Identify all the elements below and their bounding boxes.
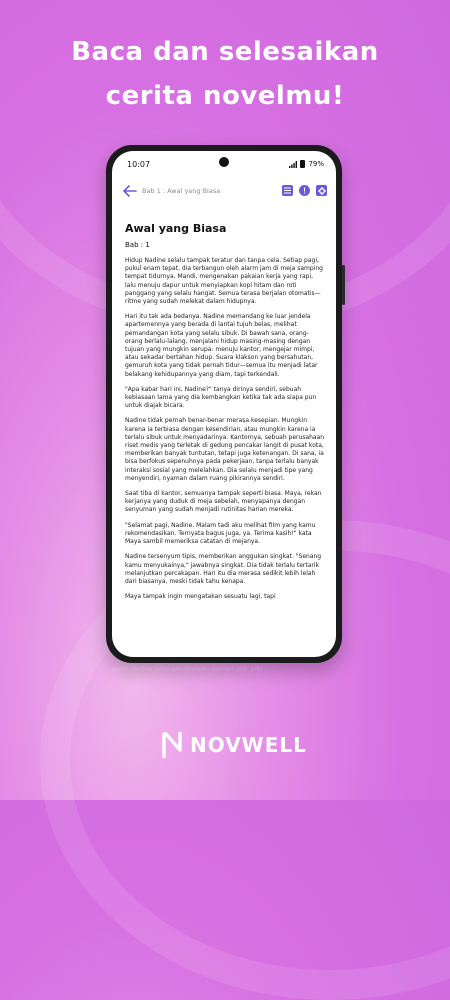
status-time: 10:07 xyxy=(127,160,151,169)
signal-icon xyxy=(289,161,297,168)
headline-line-2: cerita novelmu! xyxy=(105,81,345,111)
chapter-paragraph: Maya tampak ingin mengatakan sesuatu lagi, tapi xyxy=(125,593,276,601)
chapter-paragraph: Nadine tersenyum tipis, memberikan anggukan singkat. "Senang kamu menyukainya," jawabnya singkat. Dia tidak terlalu tertarik melanjutkan percakapan. Hari itu dia merasa sedikit lebih lelah dari biasanya, meski tidak tahu kenapa. xyxy=(125,553,322,585)
chapter-paragraph: "Apa kabar hari ini, Nadine?" tanya dirinya sendiri, sebuah kebiasaan lama yang dia kembangkan ketika tak ada siapa pun untuk diajak bicara. xyxy=(125,385,317,410)
reader-app-bar xyxy=(112,181,336,205)
battery-percent: 79% xyxy=(308,160,324,168)
chapter-list-button[interactable] xyxy=(282,185,293,196)
chapter-number: Bab : 1 xyxy=(125,241,150,249)
list-icon xyxy=(284,187,291,194)
battery-icon xyxy=(300,160,305,168)
chapter-content[interactable] xyxy=(125,214,325,608)
brand-name: NOVWELL xyxy=(190,733,307,757)
chapter-paragraph: Hari itu tak ada bedanya. Nadine memandang ke luar jendela apartemennya yang berada di lantai tujuh belas, melihat pemandangan kota yang selalu sibuk. Di bawah sana, orang-orang berlalu-lalang, menjalani hidup masing-masing dengan tujuan yang mungkin serupa: menuju kantor, mengejar mimpi, atau sekadar bertahan hidup. Suara klakson yang bersahutan, gemuruh kota yang tidak pernah tidur—semua itu menjadi latar belakang kehidupannya yang diam, tapi terkendali. xyxy=(125,313,318,378)
settings-icon xyxy=(318,187,326,195)
phone-side-button xyxy=(342,265,345,305)
back-arrow-icon[interactable] xyxy=(122,184,138,198)
chapter-paragraph: Hidup Nadine selalu tampak teratur dan tanpa cela. Setiap pagi, pukul enam tepat, dia terbangun oleh alarm jam di meja samping tempat tidurnya. Mandi, mengenakan pakaian kerja yang rapi, lalu menuju dapur untuk menyiapkan kopi hitam dan roti panggang yang selalu hangat. Semua terasa berjalan otomatis—ritme yang sudah melekat dalam hidupnya. xyxy=(125,257,323,306)
promo-headline xyxy=(0,30,450,118)
chapter-paragraph: Nadine tidak pernah benar-benar merasa kesepian. Mungkin karena ia terbiasa dengan kesendirian, atau mungkin karena ia terlalu sibuk untuk menyadarinya. Kantornya, sebuah perusahaan riset medis yang terletak di gedung pencakar langit di pusat kota, memberikan banyak tuntutan, tetapi juga ketenangan. Di sana, ia bisa berfokus sepenuhnya pada pekerjaan, tanpa terlalu banyak interaksi sosial yang melelahkan. Dia selalu menjadi tipe yang menyendiri, nyaman dalam ruang pikirannya sendiri. xyxy=(125,417,325,482)
chapter-title: Awal yang Biasa xyxy=(125,222,227,235)
phone-reflection xyxy=(112,664,336,708)
phone-frame xyxy=(106,145,342,663)
chapter-paragraph: "Selamat pagi, Nadine. Malam tadi aku melihat film yang kamu rekomendasikan. Ternyata bagus juga, ya. Terima kasih!" kata Maya sambil memeriksa catatan di mejanya. xyxy=(125,521,316,546)
chapter-breadcrumb: Bab 1 : Awal yang Biasa xyxy=(142,187,221,195)
report-button[interactable] xyxy=(299,185,310,196)
status-bar xyxy=(112,151,336,177)
brand-logo xyxy=(162,730,307,760)
chapter-paragraph: Saat tiba di kantor, semuanya tampak seperti biasa. Maya, rekan kerjanya yang duduk di meja sebelah, menyapanya dengan senyuman yang sudah menjadi rutinitas harian mereka. xyxy=(125,490,322,514)
novwell-logo-icon xyxy=(162,732,184,758)
headline-line-1: Baca dan selesaikan xyxy=(71,37,379,67)
reader-settings-button[interactable] xyxy=(316,185,327,196)
alert-icon xyxy=(301,187,308,194)
phone-screen xyxy=(112,151,336,657)
reflection-text: Maya tampak ingin mengatakan sesuatu lagi, tapi xyxy=(112,665,263,673)
front-camera xyxy=(219,157,229,167)
status-indicators xyxy=(289,160,324,168)
